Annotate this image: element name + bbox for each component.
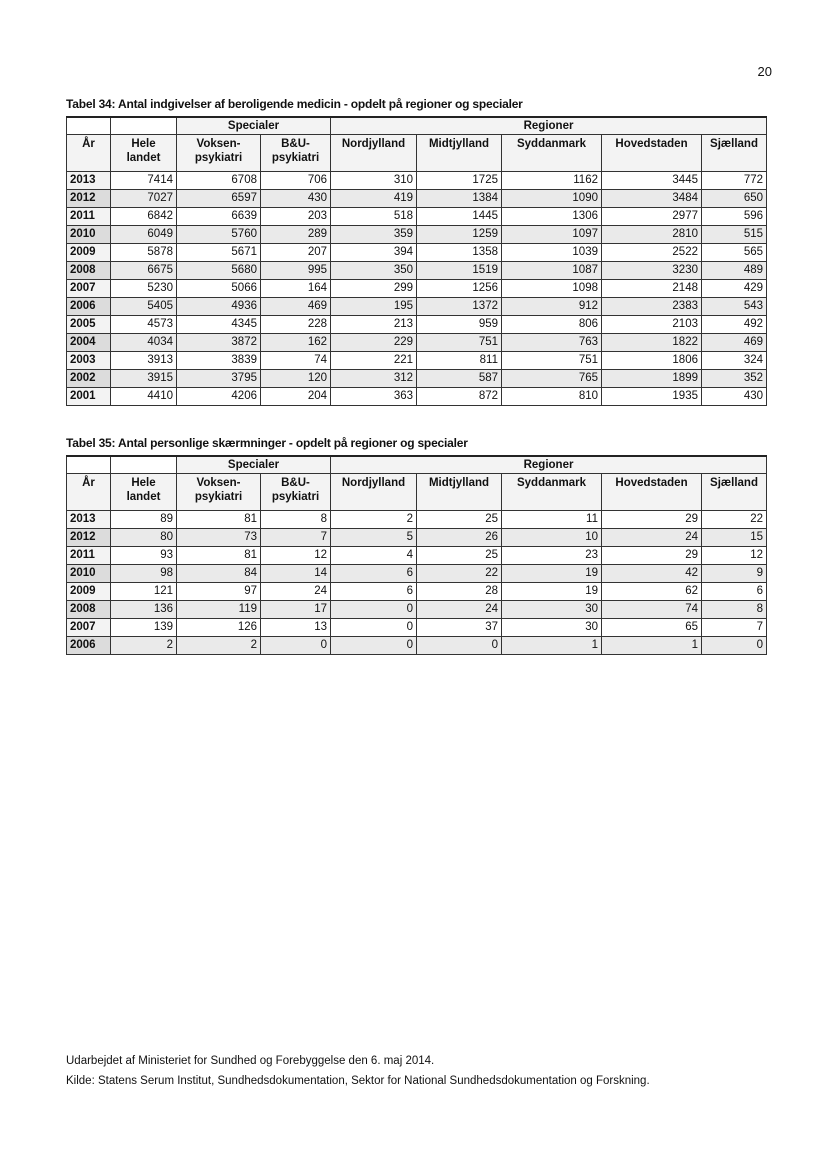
table-cell: 5878 xyxy=(111,244,177,262)
table-cell: 19 xyxy=(502,565,602,583)
table-cell: 489 xyxy=(702,262,767,280)
table-cell: 139 xyxy=(111,619,177,637)
table-row xyxy=(67,370,767,388)
row-year-cell: 2011 xyxy=(67,208,111,226)
table-body xyxy=(67,172,767,406)
row-year-cell: 2009 xyxy=(67,583,111,601)
table-cell: 3915 xyxy=(111,370,177,388)
table-cell: 1445 xyxy=(417,208,502,226)
table-cell: 1256 xyxy=(417,280,502,298)
table-cell: 26 xyxy=(417,529,502,547)
table-cell: 12 xyxy=(261,547,331,565)
table-cell: 9 xyxy=(702,565,767,583)
table-cell: 73 xyxy=(177,529,261,547)
table-cell: 7414 xyxy=(111,172,177,190)
table-cell: 3230 xyxy=(602,262,702,280)
row-year-cell: 2009 xyxy=(67,244,111,262)
table-cell: 2 xyxy=(177,637,261,655)
table-cell: 6639 xyxy=(177,208,261,226)
table-cell: 22 xyxy=(702,511,767,529)
table-cell: 207 xyxy=(261,244,331,262)
table-cell: 42 xyxy=(602,565,702,583)
table-cell: 37 xyxy=(417,619,502,637)
table-cell: 3872 xyxy=(177,334,261,352)
table-cell: 25 xyxy=(417,511,502,529)
table-cell: 2 xyxy=(331,511,417,529)
table-cell: 30 xyxy=(502,619,602,637)
table-cell: 1935 xyxy=(602,388,702,406)
row-year-cell: 2003 xyxy=(67,352,111,370)
table-cell: 98 xyxy=(111,565,177,583)
table-cell: 229 xyxy=(331,334,417,352)
table-cell: 1162 xyxy=(502,172,602,190)
table-cell: 6842 xyxy=(111,208,177,226)
table-cell: 3445 xyxy=(602,172,702,190)
table-cell: 352 xyxy=(702,370,767,388)
table-cell: 119 xyxy=(177,601,261,619)
table-cell: 772 xyxy=(702,172,767,190)
table-cell: 810 xyxy=(502,388,602,406)
table-cell: 5405 xyxy=(111,298,177,316)
table-cell: 8 xyxy=(261,511,331,529)
row-year-cell: 2011 xyxy=(67,547,111,565)
table-cell: 30 xyxy=(502,601,602,619)
table-cell: 136 xyxy=(111,601,177,619)
column-header-row xyxy=(67,474,767,511)
table-cell: 2522 xyxy=(602,244,702,262)
table-cell: 81 xyxy=(177,511,261,529)
table-cell: 1097 xyxy=(502,226,602,244)
column-header: Hovedstaden xyxy=(602,474,702,511)
column-header: Sjælland xyxy=(702,474,767,511)
table-cell: 6 xyxy=(331,565,417,583)
table-cell: 7 xyxy=(702,619,767,637)
column-header: Nordjylland xyxy=(331,474,417,511)
table-row xyxy=(67,262,767,280)
table-cell: 12 xyxy=(702,547,767,565)
table-cell: 0 xyxy=(261,637,331,655)
table-cell: 7027 xyxy=(111,190,177,208)
table-cell: 3913 xyxy=(111,352,177,370)
table-cell: 0 xyxy=(417,637,502,655)
table-row xyxy=(67,334,767,352)
row-year-cell: 2007 xyxy=(67,619,111,637)
table-cell: 912 xyxy=(502,298,602,316)
table-cell: 650 xyxy=(702,190,767,208)
table-cell: 6 xyxy=(331,583,417,601)
table-cell: 5 xyxy=(331,529,417,547)
table-row xyxy=(67,583,767,601)
row-year-cell: 2002 xyxy=(67,370,111,388)
table-cell: 203 xyxy=(261,208,331,226)
table-cell: 312 xyxy=(331,370,417,388)
table-cell: 765 xyxy=(502,370,602,388)
column-header: Voksen-psykiatri xyxy=(177,474,261,511)
group-header-specialer: Specialer xyxy=(177,456,331,474)
table-34 xyxy=(66,116,767,406)
table-cell: 221 xyxy=(331,352,417,370)
table-row xyxy=(67,388,767,406)
table-cell: 359 xyxy=(331,226,417,244)
table-cell: 10 xyxy=(502,529,602,547)
table-35 xyxy=(66,455,767,655)
table-cell: 29 xyxy=(602,547,702,565)
table-cell: 872 xyxy=(417,388,502,406)
table-cell: 6 xyxy=(702,583,767,601)
table-cell: 19 xyxy=(502,583,602,601)
table-cell: 4345 xyxy=(177,316,261,334)
table-cell: 5760 xyxy=(177,226,261,244)
table-row xyxy=(67,619,767,637)
table-cell: 492 xyxy=(702,316,767,334)
table-cell: 5671 xyxy=(177,244,261,262)
table-cell: 28 xyxy=(417,583,502,601)
group-header-specialer: Specialer xyxy=(177,117,331,135)
table-cell: 17 xyxy=(261,601,331,619)
header-corner xyxy=(67,117,111,135)
table-cell: 2103 xyxy=(602,316,702,334)
table-cell: 164 xyxy=(261,280,331,298)
table-cell: 1 xyxy=(502,637,602,655)
table-cell: 565 xyxy=(702,244,767,262)
table-row xyxy=(67,172,767,190)
table-cell: 587 xyxy=(417,370,502,388)
table-cell: 84 xyxy=(177,565,261,583)
table-cell: 2977 xyxy=(602,208,702,226)
table-cell: 3795 xyxy=(177,370,261,388)
row-year-cell: 2008 xyxy=(67,601,111,619)
table-row xyxy=(67,280,767,298)
group-header-regioner: Regioner xyxy=(331,456,767,474)
column-header: Midtjylland xyxy=(417,135,502,172)
table-cell: 81 xyxy=(177,547,261,565)
table-cell: 0 xyxy=(331,601,417,619)
table-row xyxy=(67,352,767,370)
row-year-cell: 2001 xyxy=(67,388,111,406)
table-cell: 751 xyxy=(417,334,502,352)
table-cell: 1306 xyxy=(502,208,602,226)
table-cell: 515 xyxy=(702,226,767,244)
table-cell: 1259 xyxy=(417,226,502,244)
header-corner xyxy=(111,117,177,135)
table-row xyxy=(67,601,767,619)
table-cell: 22 xyxy=(417,565,502,583)
table-cell: 1 xyxy=(602,637,702,655)
table-cell: 751 xyxy=(502,352,602,370)
table-cell: 4034 xyxy=(111,334,177,352)
table-cell: 959 xyxy=(417,316,502,334)
table-cell: 1899 xyxy=(602,370,702,388)
table-cell: 4 xyxy=(331,547,417,565)
table-cell: 596 xyxy=(702,208,767,226)
column-header: Hele landet xyxy=(111,135,177,172)
table-cell: 0 xyxy=(331,637,417,655)
table-cell: 0 xyxy=(331,619,417,637)
table-cell: 518 xyxy=(331,208,417,226)
table-cell: 1384 xyxy=(417,190,502,208)
table-cell: 3839 xyxy=(177,352,261,370)
row-year-cell: 2012 xyxy=(67,190,111,208)
table-cell: 4206 xyxy=(177,388,261,406)
table-cell: 6049 xyxy=(111,226,177,244)
table-cell: 80 xyxy=(111,529,177,547)
column-header: B&U-psykiatri xyxy=(261,474,331,511)
table-cell: 419 xyxy=(331,190,417,208)
row-year-cell: 2013 xyxy=(67,511,111,529)
table-cell: 1822 xyxy=(602,334,702,352)
table-row xyxy=(67,547,767,565)
table-cell: 763 xyxy=(502,334,602,352)
table-cell: 204 xyxy=(261,388,331,406)
table-row xyxy=(67,190,767,208)
table-34-title: Tabel 34: Antal indgivelser af beroligende medicin - opdelt på regioner og specialer xyxy=(66,97,523,111)
row-year-cell: 2013 xyxy=(67,172,111,190)
header-corner xyxy=(67,456,111,474)
table-cell: 469 xyxy=(261,298,331,316)
table-row xyxy=(67,208,767,226)
column-header: År xyxy=(67,474,111,511)
footer-prepared-by: Udarbejdet af Ministeriet for Sundhed og Forebyggelse den 6. maj 2014. xyxy=(66,1055,435,1067)
table-cell: 15 xyxy=(702,529,767,547)
table-row xyxy=(67,637,767,655)
table-cell: 5066 xyxy=(177,280,261,298)
column-header: Voksen-psykiatri xyxy=(177,135,261,172)
column-header: Syddanmark xyxy=(502,474,602,511)
row-year-cell: 2006 xyxy=(67,637,111,655)
header-corner xyxy=(111,456,177,474)
row-year-cell: 2005 xyxy=(67,316,111,334)
table-cell: 24 xyxy=(602,529,702,547)
column-header: Hele landet xyxy=(111,474,177,511)
table-cell: 0 xyxy=(702,637,767,655)
table-cell: 213 xyxy=(331,316,417,334)
table-cell: 289 xyxy=(261,226,331,244)
table-cell: 89 xyxy=(111,511,177,529)
table-cell: 13 xyxy=(261,619,331,637)
table-cell: 195 xyxy=(331,298,417,316)
column-header: Syddanmark xyxy=(502,135,602,172)
table-cell: 429 xyxy=(702,280,767,298)
table-cell: 93 xyxy=(111,547,177,565)
table-cell: 1039 xyxy=(502,244,602,262)
table-cell: 25 xyxy=(417,547,502,565)
table-cell: 126 xyxy=(177,619,261,637)
row-year-cell: 2008 xyxy=(67,262,111,280)
table-cell: 5230 xyxy=(111,280,177,298)
table-cell: 6675 xyxy=(111,262,177,280)
table-cell: 806 xyxy=(502,316,602,334)
table-cell: 7 xyxy=(261,529,331,547)
table-cell: 5680 xyxy=(177,262,261,280)
column-header: Hovedstaden xyxy=(602,135,702,172)
table-cell: 1806 xyxy=(602,352,702,370)
column-header-row xyxy=(67,135,767,172)
table-cell: 65 xyxy=(602,619,702,637)
table-cell: 3484 xyxy=(602,190,702,208)
table-cell: 995 xyxy=(261,262,331,280)
table-cell: 162 xyxy=(261,334,331,352)
table-cell: 14 xyxy=(261,565,331,583)
column-header: År xyxy=(67,135,111,172)
table-cell: 1519 xyxy=(417,262,502,280)
table-cell: 430 xyxy=(261,190,331,208)
row-year-cell: 2006 xyxy=(67,298,111,316)
table-cell: 350 xyxy=(331,262,417,280)
column-header: Midtjylland xyxy=(417,474,502,511)
table-body xyxy=(67,511,767,655)
table-cell: 120 xyxy=(261,370,331,388)
table-cell: 1372 xyxy=(417,298,502,316)
column-header: Nordjylland xyxy=(331,135,417,172)
table-cell: 4936 xyxy=(177,298,261,316)
table-cell: 811 xyxy=(417,352,502,370)
table-cell: 1098 xyxy=(502,280,602,298)
table-cell: 2383 xyxy=(602,298,702,316)
table-cell: 121 xyxy=(111,583,177,601)
table-row xyxy=(67,529,767,547)
table-cell: 2148 xyxy=(602,280,702,298)
row-year-cell: 2004 xyxy=(67,334,111,352)
group-header-regioner: Regioner xyxy=(331,117,767,135)
table-cell: 324 xyxy=(702,352,767,370)
table-row xyxy=(67,316,767,334)
table-cell: 430 xyxy=(702,388,767,406)
table-cell: 2810 xyxy=(602,226,702,244)
table-cell: 23 xyxy=(502,547,602,565)
page-number: 20 xyxy=(757,64,772,79)
table-cell: 6597 xyxy=(177,190,261,208)
table-cell: 1358 xyxy=(417,244,502,262)
table-cell: 299 xyxy=(331,280,417,298)
table-cell: 29 xyxy=(602,511,702,529)
table-row xyxy=(67,511,767,529)
row-year-cell: 2007 xyxy=(67,280,111,298)
column-header: Sjælland xyxy=(702,135,767,172)
footer-source: Kilde: Statens Serum Institut, Sundhedsdokumentation, Sektor for National Sundhedsdokumentation og Forskning. xyxy=(66,1075,650,1087)
table-cell: 62 xyxy=(602,583,702,601)
table-cell: 363 xyxy=(331,388,417,406)
table-cell: 543 xyxy=(702,298,767,316)
table-row xyxy=(67,565,767,583)
table-cell: 8 xyxy=(702,601,767,619)
table-cell: 1087 xyxy=(502,262,602,280)
table-cell: 228 xyxy=(261,316,331,334)
table-cell: 1090 xyxy=(502,190,602,208)
table-cell: 24 xyxy=(261,583,331,601)
table-cell: 1725 xyxy=(417,172,502,190)
column-header: B&U-psykiatri xyxy=(261,135,331,172)
table-cell: 11 xyxy=(502,511,602,529)
table-cell: 706 xyxy=(261,172,331,190)
row-year-cell: 2012 xyxy=(67,529,111,547)
table-cell: 469 xyxy=(702,334,767,352)
table-cell: 394 xyxy=(331,244,417,262)
table-cell: 310 xyxy=(331,172,417,190)
table-cell: 74 xyxy=(261,352,331,370)
table-cell: 6708 xyxy=(177,172,261,190)
row-year-cell: 2010 xyxy=(67,565,111,583)
table-35-title: Tabel 35: Antal personlige skærmninger - opdelt på regioner og specialer xyxy=(66,436,468,450)
table-row xyxy=(67,244,767,262)
table-cell: 4573 xyxy=(111,316,177,334)
table-cell: 74 xyxy=(602,601,702,619)
row-year-cell: 2010 xyxy=(67,226,111,244)
table-cell: 24 xyxy=(417,601,502,619)
table-cell: 97 xyxy=(177,583,261,601)
table-cell: 2 xyxy=(111,637,177,655)
table-row xyxy=(67,226,767,244)
table-row xyxy=(67,298,767,316)
table-cell: 4410 xyxy=(111,388,177,406)
